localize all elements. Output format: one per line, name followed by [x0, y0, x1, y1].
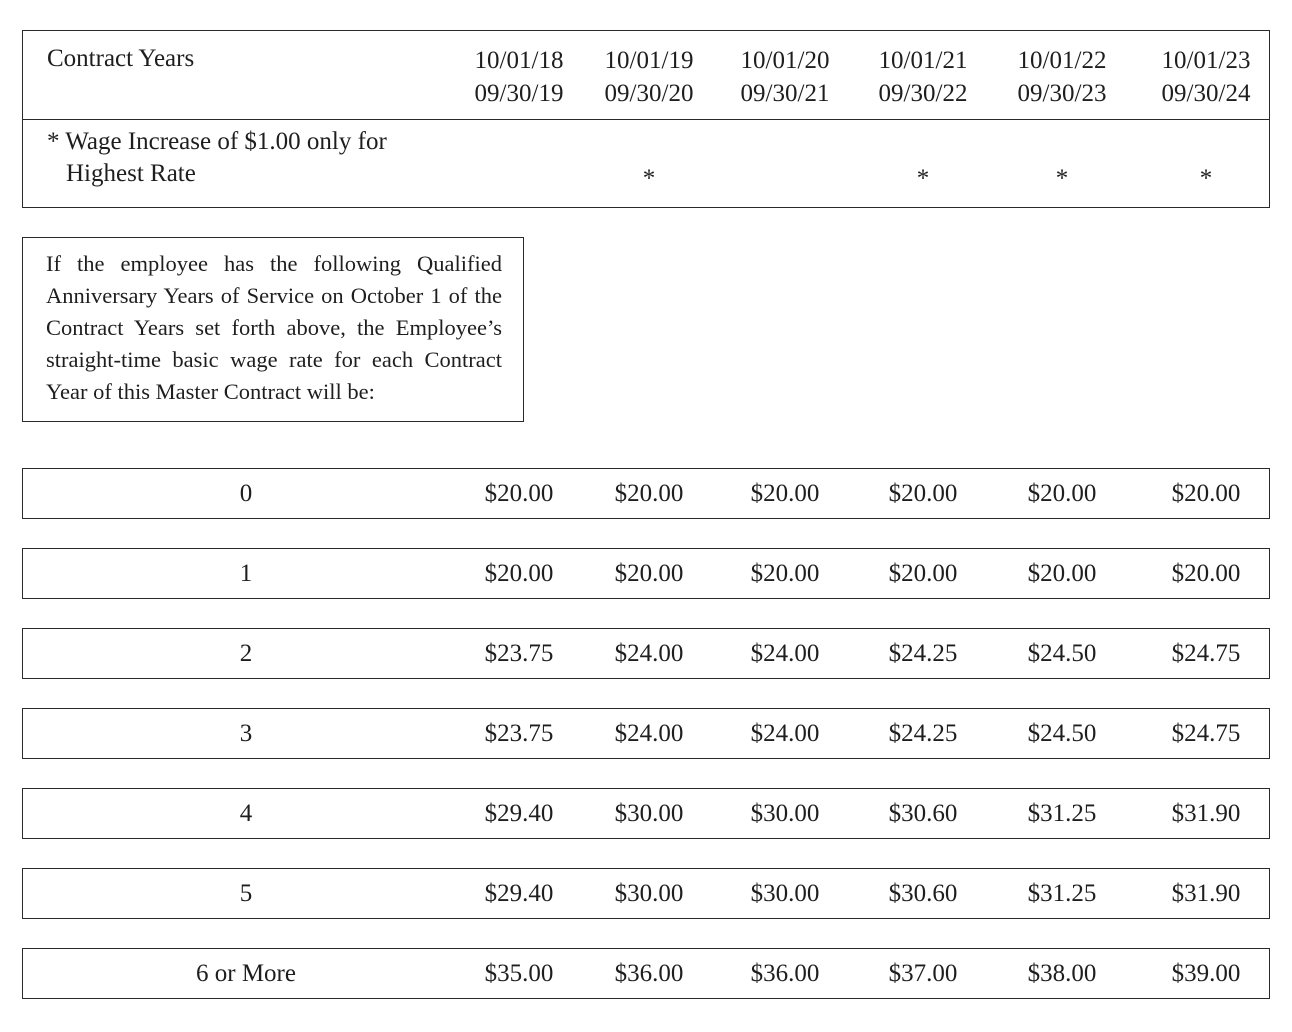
wage-increase-marker: *	[1055, 165, 1069, 192]
service-years: 3	[239, 720, 253, 747]
wage-rate: $31.90	[1171, 800, 1241, 827]
period-start: 10/01/20	[740, 47, 830, 74]
wage-increase-marker: *	[642, 165, 656, 192]
service-years: 6 or More	[196, 960, 296, 987]
wage-rate: $20.00	[1027, 560, 1097, 587]
wage-rate: $24.25	[888, 640, 958, 667]
wage-rate: $30.00	[750, 800, 820, 827]
wage-rate: $20.00	[750, 560, 820, 587]
qualified-years-text: If the employee has the following Qualified Anniversary Years of Service on October 1 of the Contract Years set forth above, the Employee’s straight-time basic wage rate for each Contract Year of this Master Contract will be:	[46, 251, 502, 404]
wage-rate: $31.90	[1171, 880, 1241, 907]
table-row	[22, 628, 1270, 679]
wage-note-line: * Wage Increase of $1.00 only for	[47, 128, 387, 155]
wage-rate: $24.00	[750, 720, 820, 747]
contract-period	[1002, 44, 1122, 110]
wage-rate: $24.50	[1027, 720, 1097, 747]
table-row	[22, 548, 1270, 599]
wage-rate: $29.40	[484, 800, 554, 827]
wage-rate: $20.00	[1027, 480, 1097, 507]
period-end: 09/30/24	[1161, 80, 1251, 107]
wage-rate: $31.25	[1027, 800, 1097, 827]
wage-increase-note	[47, 126, 387, 190]
wage-rate: $30.60	[888, 800, 958, 827]
wage-rate: $20.00	[1171, 560, 1241, 587]
period-start: 10/01/21	[878, 47, 968, 74]
header-divider	[23, 119, 1269, 120]
wage-rate: $30.60	[888, 880, 958, 907]
wage-rate: $30.00	[750, 880, 820, 907]
period-end: 09/30/21	[740, 80, 830, 107]
wage-rate: $23.75	[484, 720, 554, 747]
wage-rate: $20.00	[750, 480, 820, 507]
service-years: 1	[239, 560, 253, 587]
period-end: 09/30/20	[604, 80, 694, 107]
wage-rate: $24.00	[614, 720, 684, 747]
contract-period	[459, 44, 579, 110]
wage-rate: $20.00	[888, 480, 958, 507]
service-years: 5	[239, 880, 253, 907]
wage-rate: $30.00	[614, 800, 684, 827]
contract-years-label: Contract Years	[47, 45, 195, 72]
wage-rate: $20.00	[614, 480, 684, 507]
contract-years-header	[22, 30, 1270, 208]
table-row	[22, 948, 1270, 999]
wage-rate: $35.00	[484, 960, 554, 987]
wage-rate: $20.00	[614, 560, 684, 587]
service-years: 2	[239, 640, 253, 667]
period-end: 09/30/22	[878, 80, 968, 107]
wage-rate: $24.00	[614, 640, 684, 667]
wage-rate: $24.75	[1171, 720, 1241, 747]
period-start: 10/01/22	[1017, 47, 1107, 74]
wage-rate: $20.00	[888, 560, 958, 587]
wage-rate: $37.00	[888, 960, 958, 987]
table-row	[22, 868, 1270, 919]
period-start: 10/01/19	[604, 47, 694, 74]
qualified-years-box	[22, 237, 524, 422]
period-end: 09/30/23	[1017, 80, 1107, 107]
period-end: 09/30/19	[474, 80, 564, 107]
period-start: 10/01/18	[474, 47, 564, 74]
contract-period	[589, 44, 709, 110]
wage-rate: $31.25	[1027, 880, 1097, 907]
wage-increase-marker: *	[916, 165, 930, 192]
table-row	[22, 788, 1270, 839]
wage-rate: $23.75	[484, 640, 554, 667]
wage-note-line: Highest Rate	[66, 160, 196, 187]
contract-period	[725, 44, 845, 110]
wage-rate: $20.00	[1171, 480, 1241, 507]
service-years: 4	[239, 800, 253, 827]
wage-rate: $38.00	[1027, 960, 1097, 987]
period-start: 10/01/23	[1161, 47, 1251, 74]
wage-rate: $24.50	[1027, 640, 1097, 667]
wage-rate: $20.00	[484, 560, 554, 587]
table-row	[22, 468, 1270, 519]
wage-rate: $30.00	[614, 880, 684, 907]
wage-rate: $36.00	[750, 960, 820, 987]
wage-rate: $24.75	[1171, 640, 1241, 667]
contract-period	[1146, 44, 1266, 110]
wage-rate: $39.00	[1171, 960, 1241, 987]
wage-increase-marker: *	[1199, 165, 1213, 192]
wage-rate: $24.25	[888, 720, 958, 747]
wage-rate: $29.40	[484, 880, 554, 907]
wage-rate: $24.00	[750, 640, 820, 667]
wage-rate: $20.00	[484, 480, 554, 507]
wage-rate: $36.00	[614, 960, 684, 987]
table-row	[22, 708, 1270, 759]
service-years: 0	[239, 480, 253, 507]
contract-period	[863, 44, 983, 110]
